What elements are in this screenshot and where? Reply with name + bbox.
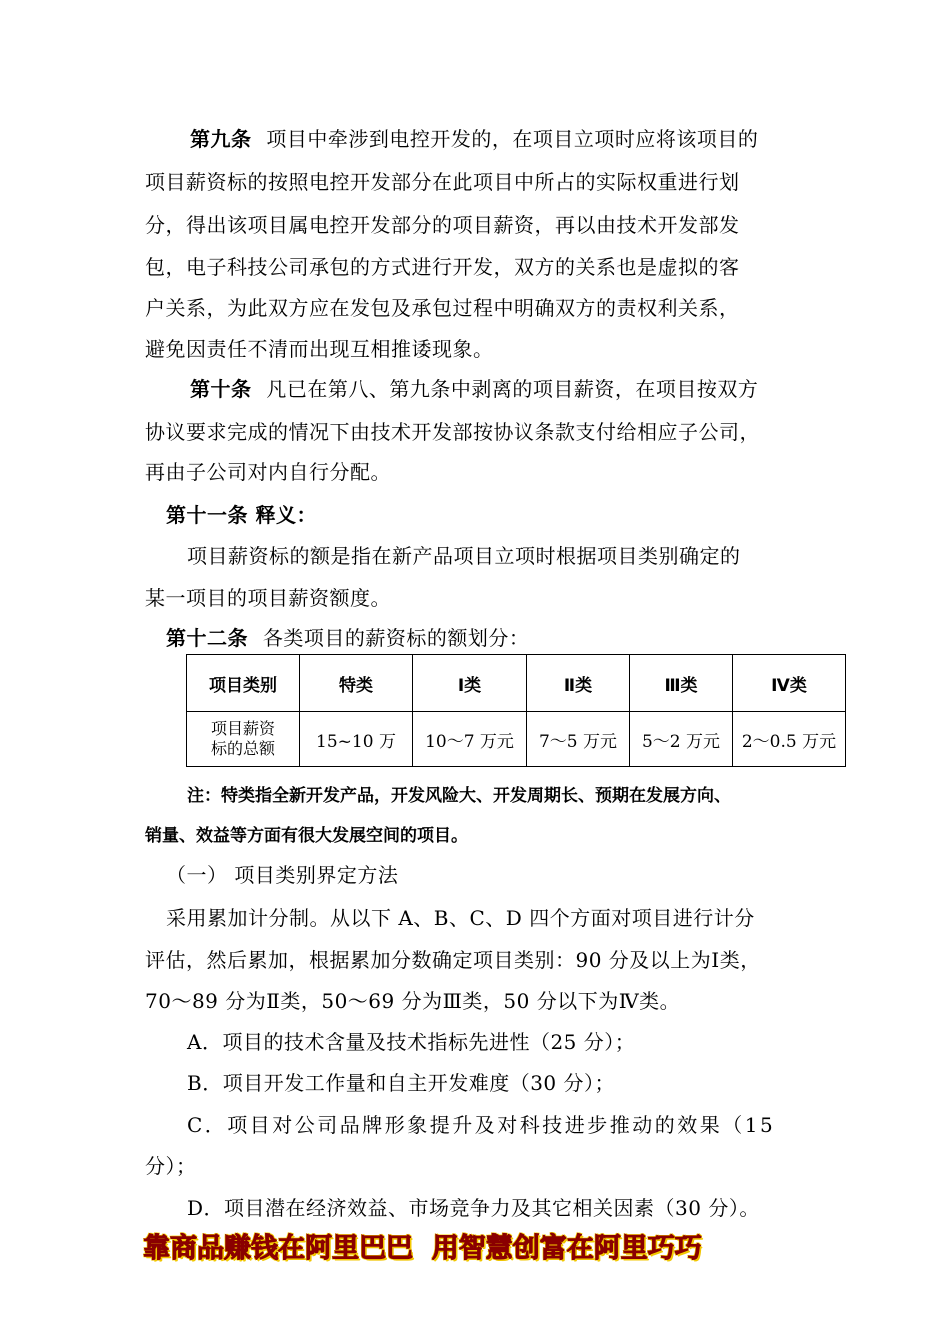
article-12-line — [166, 624, 529, 652]
table-header-cell: Ⅲ类 — [630, 655, 733, 712]
note-line-1: 注：特类指全新开发产品，开发风险大、开发周期长、预期在发展方向、 — [187, 786, 731, 806]
article-10-heading: 第十条 — [190, 377, 252, 401]
article-9-line-5: 户关系，为此双方应在发包及承包过程中明确双方的责权利关系， — [145, 296, 740, 320]
section-1-line-1: 采用累加计分制。从以下 A、B、C、D 四个方面对项目进行计分 — [166, 906, 755, 930]
section-1-title: （一） 项目类别界定方法 — [166, 863, 399, 887]
article-9-line-3: 分，得出该项目属电控开发部分的项目薪资，再以由技术开发部发 — [145, 213, 740, 237]
article-9-heading: 第九条 — [190, 127, 252, 151]
section-1-line-3: 70～89 分为Ⅱ类，50～69 分为Ⅲ类，50 分以下为Ⅳ类。 — [145, 989, 681, 1013]
criteria-item-c-continued: 分）； — [145, 1154, 197, 1178]
table-row-label — [187, 712, 300, 767]
section-1-line-2: 评估，然后累加，根据累加分数确定项目类别：90 分及以上为Ⅰ类， — [145, 948, 761, 972]
criteria-item-d: D．项目潜在经济效益、市场竞争力及其它相关因素（30 分）。 — [187, 1196, 760, 1220]
table-cell: 5～2 万元 — [630, 712, 733, 767]
article-9-line-2: 项目薪资标的按照电控开发部分在此项目中所占的实际权重进行划 — [145, 170, 740, 194]
table-cell: 10～7 万元 — [413, 712, 527, 767]
table-cell: 2～0.5 万元 — [733, 712, 846, 767]
article-10-line-3: 再由子公司对内自行分配。 — [145, 460, 391, 484]
table-row-label-line: 项目薪资 — [210, 719, 275, 738]
article-11-line-1: 项目薪资标的额是指在新产品项目立项时根据项目类别确定的 — [187, 544, 741, 568]
article-11-line-2: 某一项目的项目薪资额度。 — [145, 586, 391, 610]
article-10-text: 凡已在第八、第九条中剥离的项目薪资，在项目按双方 — [266, 377, 759, 401]
criteria-item-b: B．项目开发工作量和自主开发难度（30 分）； — [187, 1071, 616, 1095]
table-header-row — [187, 655, 846, 712]
article-12-heading: 第十二条 — [166, 626, 248, 650]
article-12-text: 各类项目的薪资标的额划分： — [262, 626, 530, 650]
article-11-heading: 第十一条 释义： — [166, 503, 317, 527]
article-9-line-4: 包，电子科技公司承包的方式进行开发，双方的关系也是虚拟的客 — [145, 255, 740, 279]
table-header-cell: Ⅳ类 — [733, 655, 846, 712]
table-cell: 15~10 万 — [300, 712, 413, 767]
article-9-line-6: 避免因责任不清而出现互相推诿现象。 — [145, 337, 494, 361]
article-10-line-2: 协议要求完成的情况下由技术开发部按协议条款支付给相应子公司， — [145, 420, 760, 444]
note-line-2: 销量、效益等方面有很大发展空间的项目。 — [145, 826, 468, 846]
article-9-first-line — [190, 125, 758, 153]
table-cell: 7～5 万元 — [527, 712, 630, 767]
article-9-text: 项目中牵涉到电控开发的，在项目立项时应将该项目的 — [266, 127, 759, 151]
table-header-cell: Ⅱ类 — [527, 655, 630, 712]
table-header-cell: Ⅰ类 — [413, 655, 527, 712]
article-10-first-line — [190, 375, 758, 403]
table-row-label-line: 标的总额 — [210, 739, 275, 758]
salary-table — [186, 654, 846, 767]
table-row — [187, 712, 846, 767]
promo-banner: 靠商品赚钱在阿里巴巴 用智慧创富在阿里巧巧 — [143, 1233, 702, 1264]
criteria-item-c: C．项目对公司品牌形象提升及对科技进步推动的效果（15 — [187, 1113, 776, 1137]
criteria-item-a: A．项目的技术含量及技术指标先进性（25 分）； — [187, 1030, 636, 1054]
table-header-cell: 特类 — [300, 655, 413, 712]
table-header-cell: 项目类别 — [187, 655, 300, 712]
